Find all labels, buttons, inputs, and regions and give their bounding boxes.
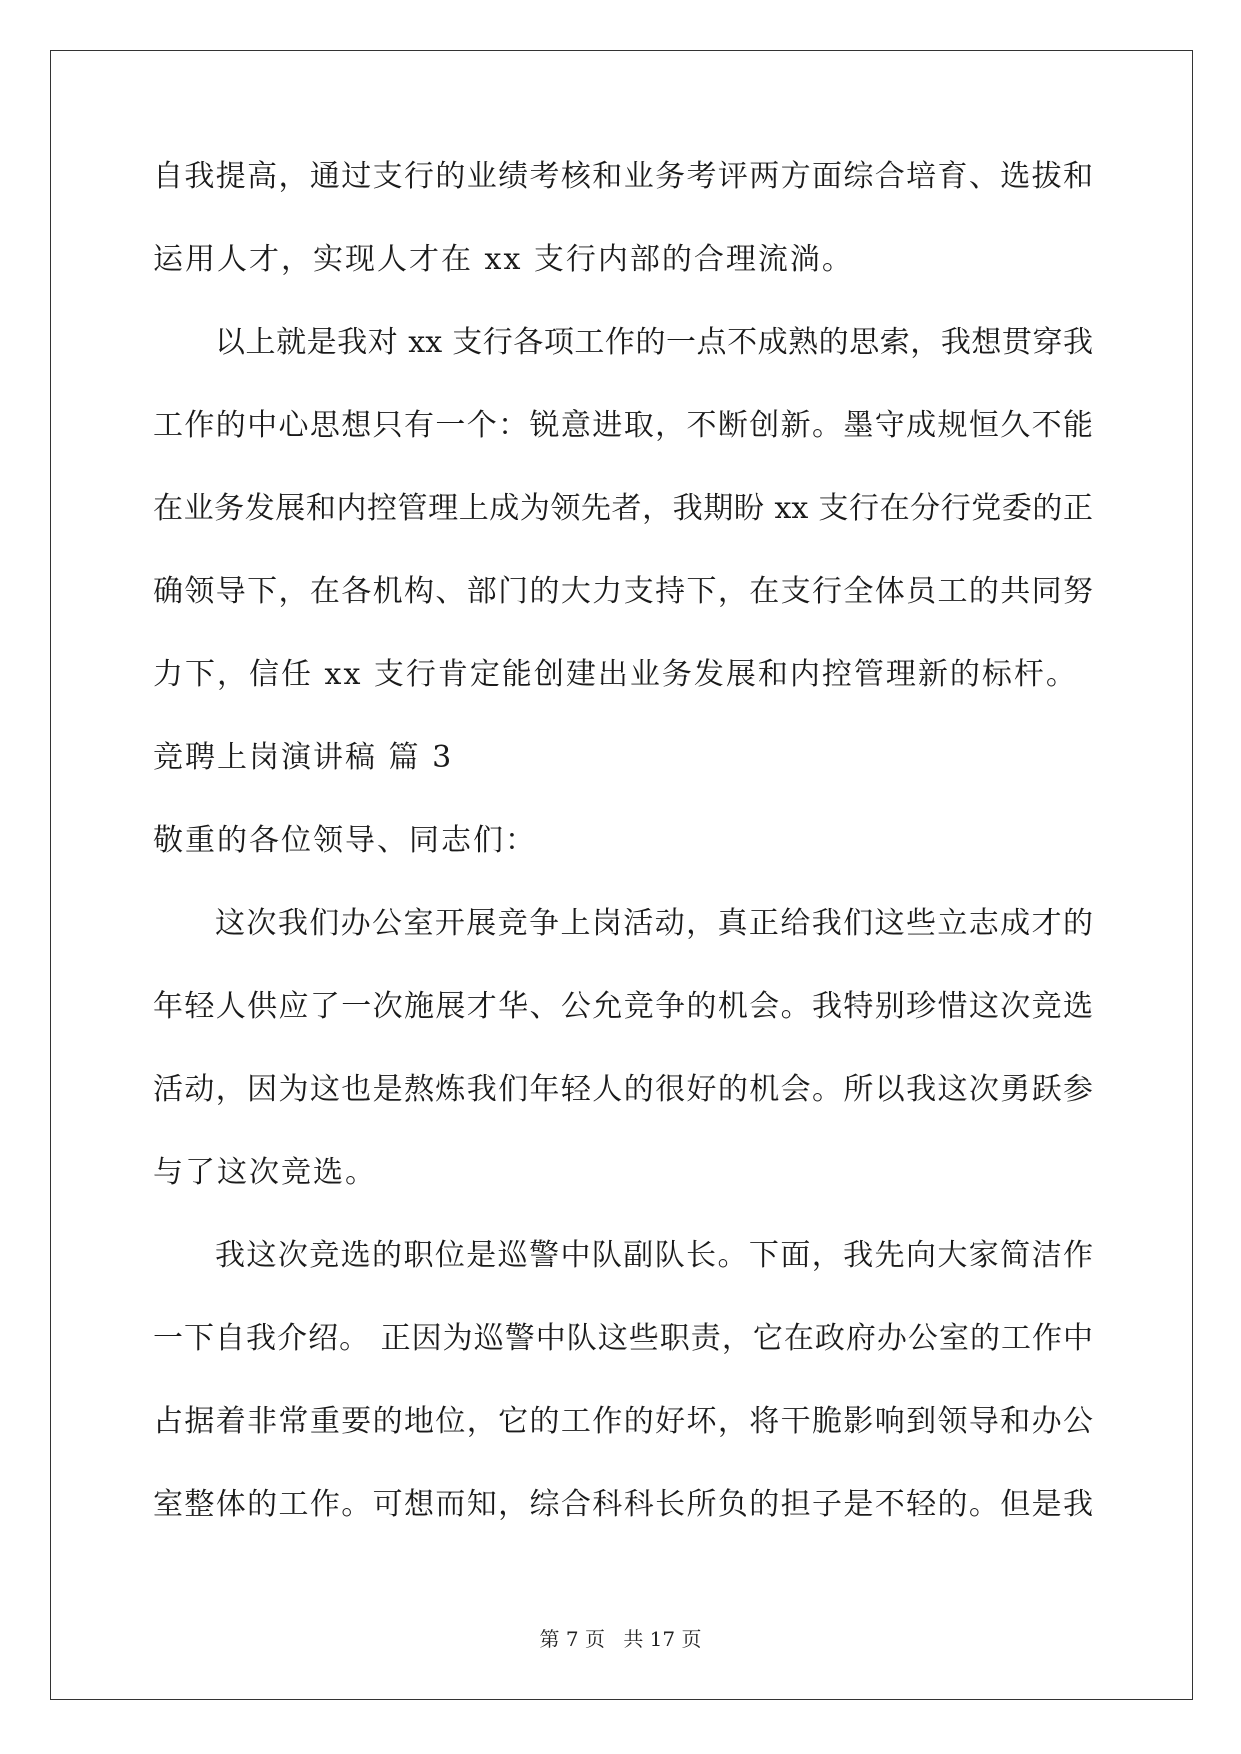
paragraph-start-line: 以上就是我对 xx 支行各项工作的一点不成熟的思索，我想贯穿我	[215, 325, 1093, 360]
text-line: 活动，因为这也是熬炼我们年轻人的很好的机会。所以我这次勇跃参	[153, 1072, 1093, 1107]
section-heading: 竞聘上岗演讲稿 篇 3	[153, 740, 454, 775]
text-line: 一下自我介绍。 正因为巡警中队这些职责，它在政府办公室的工作中	[153, 1321, 1093, 1356]
text-line: 年轻人供应了一次施展才华、公允竞争的机会。我特别珍惜这次竞选	[153, 989, 1093, 1024]
page-number: 第 7 页	[539, 1627, 605, 1651]
text-line: 运用人才，实现人才在 xx 支行内部的合理流淌。	[153, 242, 854, 277]
text-line: 占据着非常重要的地位，它的工作的好坏，将干脆影响到领导和办公	[153, 1404, 1093, 1439]
page-border	[50, 50, 1193, 1700]
paragraph-start-line: 我这次竞选的职位是巡警中队副队长。下面，我先向大家简洁作	[215, 1238, 1093, 1273]
paragraph-start-line: 这次我们办公室开展竞争上岗活动，真正给我们这些立志成才的	[215, 906, 1093, 941]
salutation: 敬重的各位领导、同志们：	[153, 823, 537, 858]
text-line: 工作的中心思想只有一个：锐意进取，不断创新。墨守成规恒久不能	[153, 408, 1093, 443]
page-total: 共 17 页	[623, 1627, 702, 1651]
text-line: 在业务发展和内控管理上成为领先者，我期盼 xx 支行在分行党委的正	[153, 491, 1093, 526]
text-line: 与了这次竞选。	[153, 1155, 377, 1190]
text-line: 确领导下，在各机构、部门的大力支持下，在支行全体员工的共同努	[153, 574, 1093, 609]
text-line: 自我提高，通过支行的业绩考核和业务考评两方面综合培育、选拔和	[153, 159, 1093, 194]
page-footer	[0, 1625, 1241, 1653]
text-line: 室整体的工作。可想而知，综合科科长所负的担子是不轻的。但是我	[153, 1487, 1093, 1522]
text-line: 力下，信任 xx 支行肯定能创建出业务发展和内控管理新的标杆。	[153, 657, 1078, 692]
